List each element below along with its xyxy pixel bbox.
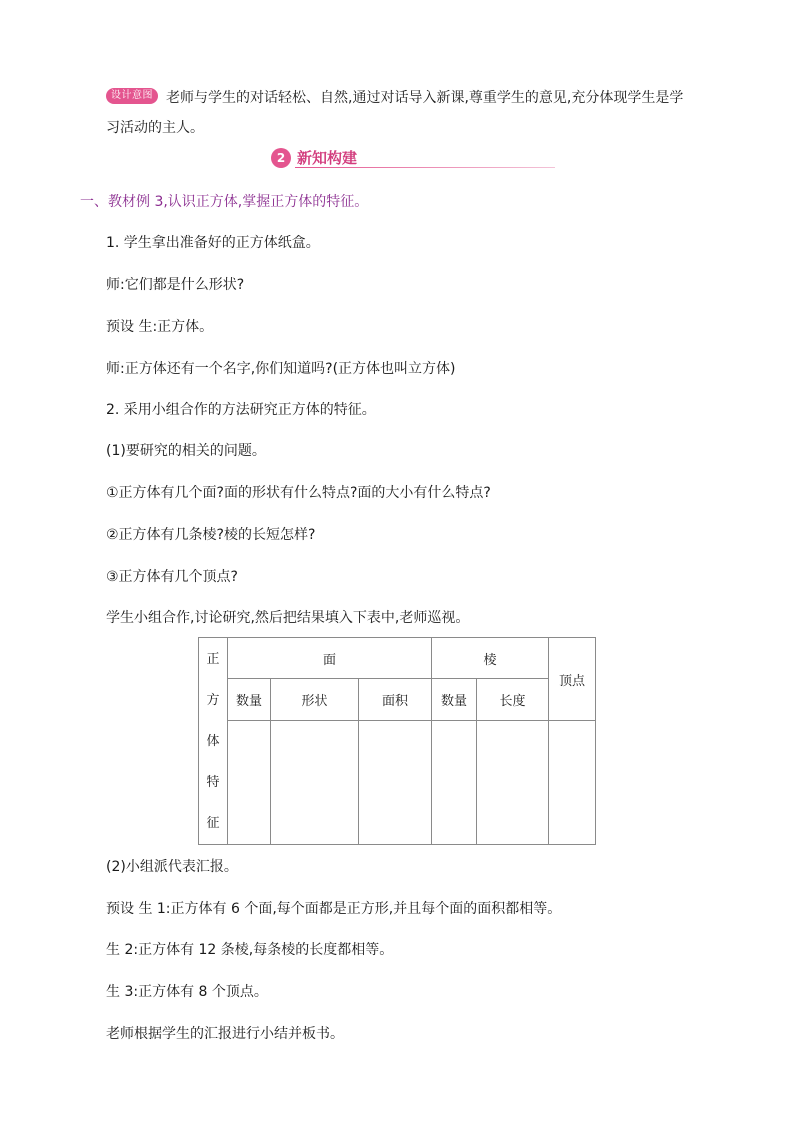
row-header-char: 特 — [206, 774, 220, 790]
intro-line-1: 老师与学生的对话轻松、自然,通过对话导入新课,尊重学生的意见,充分体现学生是学 — [166, 90, 684, 106]
design-intent-badge: 设计意图 — [106, 88, 158, 104]
row-header-char: 方 — [206, 692, 220, 708]
paragraph: 生 3:正方体有 8 个顶点。 — [106, 984, 268, 1000]
subsection-heading: 一、教材例 3,认识正方体,掌握正方体的特征。 — [80, 194, 369, 210]
row-header-char: 征 — [206, 815, 220, 831]
row-header-char: 体 — [206, 733, 220, 749]
paragraph: 预设 生 1:正方体有 6 个面,每个面都是正方形,并且每个面的面积都相等。 — [106, 901, 562, 917]
section-underline — [295, 167, 555, 168]
empty-cell — [271, 721, 359, 845]
empty-cell — [477, 721, 549, 845]
empty-cell — [549, 721, 596, 845]
paragraph: 1. 学生拿出准备好的正方体纸盒。 — [106, 235, 320, 251]
header-face: 面 — [228, 638, 432, 679]
paragraph: 师:正方体还有一个名字,你们知道吗?(正方体也叫立方体) — [106, 361, 456, 377]
header-edge: 棱 — [432, 638, 549, 679]
paragraph: 老师根据学生的汇报进行小结并板书。 — [106, 1026, 344, 1042]
paragraph: 预设 生:正方体。 — [106, 319, 214, 335]
paragraph: 学生小组合作,讨论研究,然后把结果填入下表中,老师巡视。 — [106, 610, 470, 626]
col-edge-count: 数量 — [432, 679, 477, 721]
paragraph: 师:它们都是什么形状? — [106, 277, 245, 293]
section-number: 2 — [271, 148, 291, 168]
paragraph: ①正方体有几个面?面的形状有什么特点?面的大小有什么特点? — [106, 485, 491, 501]
col-face-shape: 形状 — [271, 679, 359, 721]
paragraph: ③正方体有几个顶点? — [106, 569, 238, 585]
paragraph: 生 2:正方体有 12 条棱,每条棱的长度都相等。 — [106, 942, 394, 958]
intro-line-2: 习活动的主人。 — [106, 120, 204, 136]
header-vertex: 顶点 — [549, 638, 596, 721]
paragraph: (2)小组派代表汇报。 — [106, 859, 238, 875]
empty-cell — [432, 721, 477, 845]
cube-features-table — [198, 637, 596, 845]
col-face-area: 面积 — [359, 679, 432, 721]
row-header-cube-features — [199, 638, 228, 845]
empty-cell — [359, 721, 432, 845]
section-title: 新知构建 — [297, 149, 358, 167]
empty-cell — [228, 721, 271, 845]
paragraph: (1)要研究的相关的问题。 — [106, 443, 266, 459]
col-edge-length: 长度 — [477, 679, 549, 721]
row-header-char: 正 — [206, 651, 220, 667]
col-face-count: 数量 — [228, 679, 271, 721]
paragraph: ②正方体有几条棱?棱的长短怎样? — [106, 527, 316, 543]
paragraph: 2. 采用小组合作的方法研究正方体的特征。 — [106, 402, 376, 418]
